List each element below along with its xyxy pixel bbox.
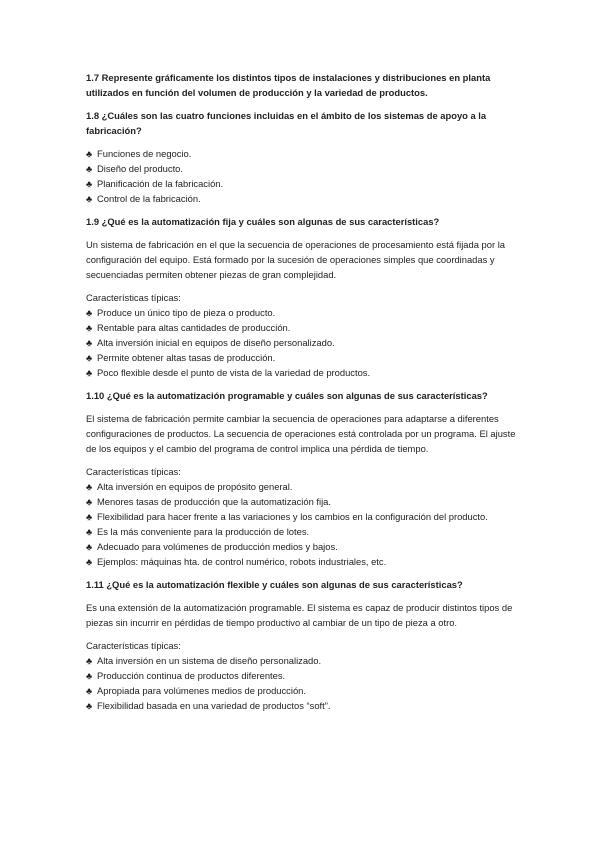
list-item: ♣ Ejemplos: máquinas hta. de control numérico, robots industriales, etc. (86, 556, 387, 567)
list-1-11 (86, 653, 526, 713)
list-item: ♣ Funciones de negocio. (86, 148, 192, 159)
list-item: ♣ Flexibilidad para hacer frente a las variaciones y los cambios en la configuración del producto. (86, 511, 488, 522)
list-item: ♣ Apropiada para volúmenes medios de producción. (86, 685, 306, 696)
club-bullet-icon: ♣ (86, 685, 93, 696)
question-1-9: 1.9 ¿Qué es la automatización fija y cuáles son algunas de sus características? (86, 216, 440, 227)
question-1-7: 1.7 Represente gráficamente los distintos tipos de instalaciones y distribuciones en planta utilizados en función del volumen de producción y la variedad de productos. (86, 72, 491, 98)
answer-1-10: El sistema de fabricación permite cambiar la secuencia de operaciones para adaptarse a diferentes configuraciones de productos. La secuencia de operaciones está controlada por un programa. El ajuste de los equipos y el cambio del programa de control implica una pérdida de tiempo. (86, 413, 516, 454)
answer-1-11: Es una extensión de la automatización programable. El sistema es capaz de producir distintos tipos de piezas sin incurrir en pérdidas de tiempo productivo al cambiar de un tipo de pieza a otro. (86, 602, 513, 628)
club-bullet-icon: ♣ (86, 352, 93, 363)
list-item: ♣ Producción continua de productos diferentes. (86, 670, 286, 681)
list-item: ♣ Menores tasas de producción que la automatización fija. (86, 496, 331, 507)
list-item: ♣ Alta inversión en equipos de propósito general. (86, 481, 293, 492)
club-bullet-icon: ♣ (86, 193, 93, 204)
features-heading-1-9: Características típicas: (86, 292, 181, 303)
list-item: ♣ Rentable para altas cantidades de producción. (86, 322, 291, 333)
answer-1-9: Un sistema de fabricación en el que la secuencia de operaciones de procesamiento está fijada por la configuración del equipo. Está formado por la sucesión de operaciones simples que coordinadas y secuenciadas permiten obtener piezas de gran complejidad. (86, 239, 506, 280)
club-bullet-icon: ♣ (86, 163, 93, 174)
club-bullet-icon: ♣ (86, 367, 93, 378)
list-item: ♣ Produce un único tipo de pieza o producto. (86, 307, 276, 318)
club-bullet-icon: ♣ (86, 541, 93, 552)
club-bullet-icon: ♣ (86, 526, 93, 537)
club-bullet-icon: ♣ (86, 178, 93, 189)
list-item: ♣ Flexibilidad basada en una variedad de productos “soft”. (86, 700, 331, 711)
question-1-8: 1.8 ¿Cuáles son las cuatro funciones incluidas en el ámbito de los sistemas de apoyo a la fabricación? (86, 110, 487, 136)
club-bullet-icon: ♣ (86, 307, 93, 318)
question-1-11: 1.11 ¿Qué es la automatización flexible y cuáles son algunas de sus características? (86, 579, 463, 590)
list-item: ♣ Permite obtener altas tasas de producción. (86, 352, 276, 363)
club-bullet-icon: ♣ (86, 655, 93, 666)
list-item: ♣ Alta inversión en un sistema de diseño personalizado. (86, 655, 322, 666)
club-bullet-icon: ♣ (86, 148, 93, 159)
list-item: ♣ Diseño del producto. (86, 163, 183, 174)
club-bullet-icon: ♣ (86, 511, 93, 522)
document-page (86, 70, 526, 721)
club-bullet-icon: ♣ (86, 496, 93, 507)
club-bullet-icon: ♣ (86, 670, 93, 681)
list-1-10 (86, 479, 526, 569)
list-item: ♣ Poco flexible desde el punto de vista de la variedad de productos. (86, 367, 371, 378)
list-item: ♣ Es la más conveniente para la producción de lotes. (86, 526, 310, 537)
list-1-8 (86, 146, 526, 206)
club-bullet-icon: ♣ (86, 322, 93, 333)
list-item: ♣ Control de la fabricación. (86, 193, 201, 204)
list-1-9 (86, 305, 526, 380)
question-1-10: 1.10 ¿Qué es la automatización programable y cuáles son algunas de sus características? (86, 390, 488, 401)
features-heading-1-10: Características típicas: (86, 466, 181, 477)
club-bullet-icon: ♣ (86, 556, 93, 567)
list-item: ♣ Alta inversión inicial en equipos de diseño personalizado. (86, 337, 335, 348)
club-bullet-icon: ♣ (86, 481, 93, 492)
club-bullet-icon: ♣ (86, 337, 93, 348)
list-item: ♣ Adecuado para volúmenes de producción medios y bajos. (86, 541, 338, 552)
club-bullet-icon: ♣ (86, 700, 93, 711)
features-heading-1-11: Características típicas: (86, 640, 181, 651)
list-item: ♣ Planificación de la fabricación. (86, 178, 224, 189)
